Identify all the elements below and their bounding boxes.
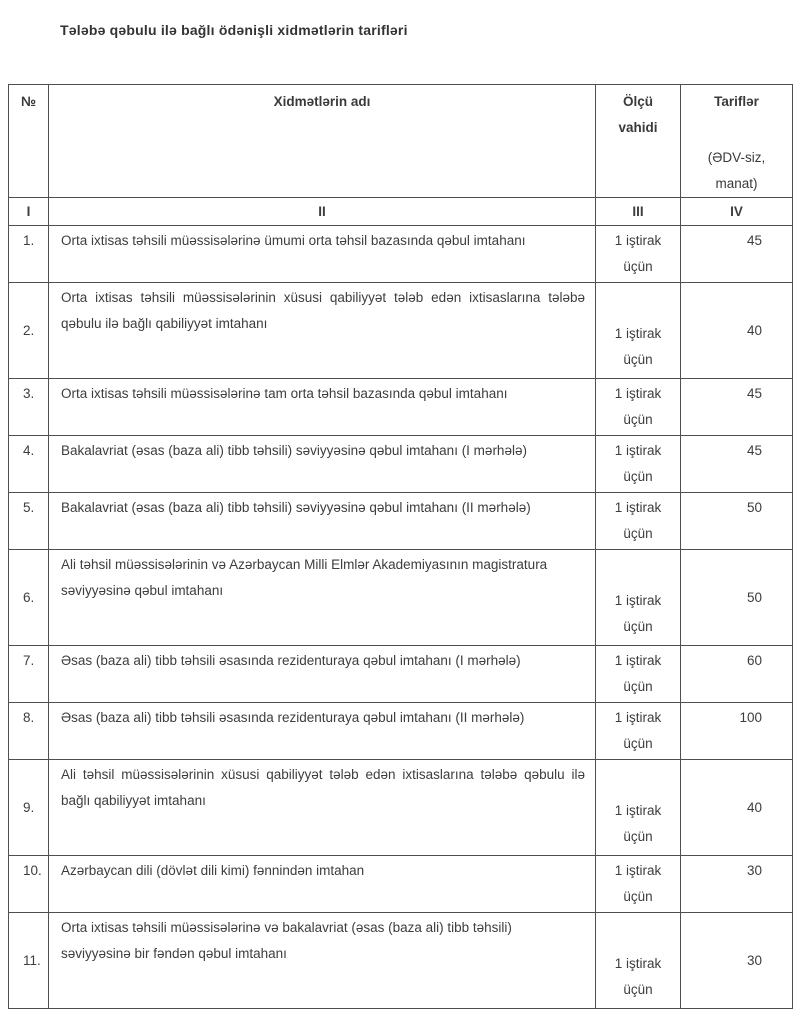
tariff-value: 50 xyxy=(681,550,793,646)
unit-cell xyxy=(596,703,681,760)
tariff-vat-note: (ƏDV-siz, manat) xyxy=(707,150,766,191)
col-header-unit-label: Ölçü vahidi xyxy=(618,94,658,135)
tariff-value: 45 xyxy=(681,226,793,283)
tariff-value: 45 xyxy=(681,379,793,436)
column-numeral-row xyxy=(9,198,793,226)
tariff-value: 50 xyxy=(681,493,793,550)
service-name: Orta ixtisas təhsili müəssisələrinə tam orta təhsil bazasında qəbul imtahanı xyxy=(49,379,596,436)
tariff-value: 30 xyxy=(681,856,793,913)
page-title: Tələbə qəbulu ilə bağlı ödənişli xidmətlərin tarifləri xyxy=(60,22,408,38)
unit-text: 1 iştirak üçün xyxy=(614,386,662,427)
unit-cell xyxy=(596,550,681,646)
table-row xyxy=(9,226,793,283)
column-numeral-2: II xyxy=(49,198,596,226)
unit-text: 1 iştirak üçün xyxy=(614,593,662,634)
tariff-value: 40 xyxy=(681,283,793,379)
service-name: Orta ixtisas təhsili müəssisələrinin xüsusi qabiliyyət tələb edən ixtisaslarına tələbə qəbulu ilə bağlı qabiliyyət imtahanı xyxy=(49,283,596,379)
unit-text: 1 iştirak üçün xyxy=(614,710,662,751)
table-row xyxy=(9,550,793,646)
unit-text: 1 iştirak üçün xyxy=(614,443,662,484)
service-name: Ali təhsil müəssisələrinin və Azərbaycan Milli Elmlər Akademiyasının magistratura səviyyəsinə qəbul imtahanı xyxy=(49,550,596,646)
unit-cell xyxy=(596,283,681,379)
table-header xyxy=(9,85,793,226)
table-row xyxy=(9,703,793,760)
table-body xyxy=(9,226,793,1009)
tariff-value: 100 xyxy=(681,703,793,760)
unit-text: 1 iştirak üçün xyxy=(614,233,662,274)
tariffs-table xyxy=(8,84,793,1009)
unit-text: 1 iştirak üçün xyxy=(614,500,662,541)
table-row xyxy=(9,283,793,379)
unit-text: 1 iştirak üçün xyxy=(614,863,662,904)
row-number: 10. xyxy=(9,856,49,913)
tariff-value: 40 xyxy=(681,760,793,856)
unit-cell xyxy=(596,493,681,550)
row-number: 8. xyxy=(9,703,49,760)
unit-cell xyxy=(596,379,681,436)
column-numeral-4: IV xyxy=(681,198,793,226)
service-name: Azərbaycan dili (dövlət dili kimi) fənnindən imtahan xyxy=(49,856,596,913)
unit-text: 1 iştirak üçün xyxy=(614,326,662,367)
unit-cell xyxy=(596,856,681,913)
table-row xyxy=(9,379,793,436)
row-number: 4. xyxy=(9,436,49,493)
row-number: 9. xyxy=(9,760,49,856)
table-row xyxy=(9,856,793,913)
col-header-service-name: Xidmətlərin adı xyxy=(49,85,596,198)
unit-cell xyxy=(596,913,681,1009)
tariff-value: 30 xyxy=(681,913,793,1009)
row-number: 11. xyxy=(9,913,49,1009)
unit-text: 1 iştirak üçün xyxy=(614,653,662,694)
service-name: Bakalavriat (əsas (baza ali) tibb təhsili) səviyyəsinə qəbul imtahanı (I mərhələ) xyxy=(49,436,596,493)
col-header-tariff xyxy=(681,85,793,198)
service-name: Əsas (baza ali) tibb təhsili əsasında rezidenturaya qəbul imtahanı (I mərhələ) xyxy=(49,646,596,703)
row-number: 2. xyxy=(9,283,49,379)
row-number: 1. xyxy=(9,226,49,283)
row-number: 7. xyxy=(9,646,49,703)
table-row xyxy=(9,436,793,493)
table-row xyxy=(9,646,793,703)
header-row xyxy=(9,85,793,198)
table-row xyxy=(9,493,793,550)
tariff-value: 45 xyxy=(681,436,793,493)
row-number: 6. xyxy=(9,550,49,646)
service-name: Orta ixtisas təhsili müəssisələrinə ümumi orta təhsil bazasında qəbul imtahanı xyxy=(49,226,596,283)
row-number: 5. xyxy=(9,493,49,550)
row-number: 3. xyxy=(9,379,49,436)
unit-cell xyxy=(596,226,681,283)
col-header-num: № xyxy=(9,85,49,198)
unit-text: 1 iştirak üçün xyxy=(614,956,662,997)
column-numeral-1: I xyxy=(9,198,49,226)
service-name: Əsas (baza ali) tibb təhsili əsasında rezidenturaya qəbul imtahanı (II mərhələ) xyxy=(49,703,596,760)
table-row xyxy=(9,760,793,856)
service-name: Orta ixtisas təhsili müəssisələrinə və bakalavriat (əsas (baza ali) tibb təhsili) səviyyəsinə bir fəndən qəbul imtahanı xyxy=(49,913,596,1009)
table-row xyxy=(9,913,793,1009)
col-header-tariff-label: Tariflər xyxy=(714,94,759,109)
unit-text: 1 iştirak üçün xyxy=(614,803,662,844)
service-name: Ali təhsil müəssisələrinin xüsusi qabiliyyət tələb edən ixtisaslarına tələbə qəbulu ilə bağlı qabiliyyət imtahanı xyxy=(49,760,596,856)
unit-cell xyxy=(596,646,681,703)
column-numeral-3: III xyxy=(596,198,681,226)
unit-cell xyxy=(596,760,681,856)
service-name: Bakalavriat (əsas (baza ali) tibb təhsili) səviyyəsinə qəbul imtahanı (II mərhələ) xyxy=(49,493,596,550)
tariff-value: 60 xyxy=(681,646,793,703)
col-header-unit xyxy=(596,85,681,198)
unit-cell xyxy=(596,436,681,493)
